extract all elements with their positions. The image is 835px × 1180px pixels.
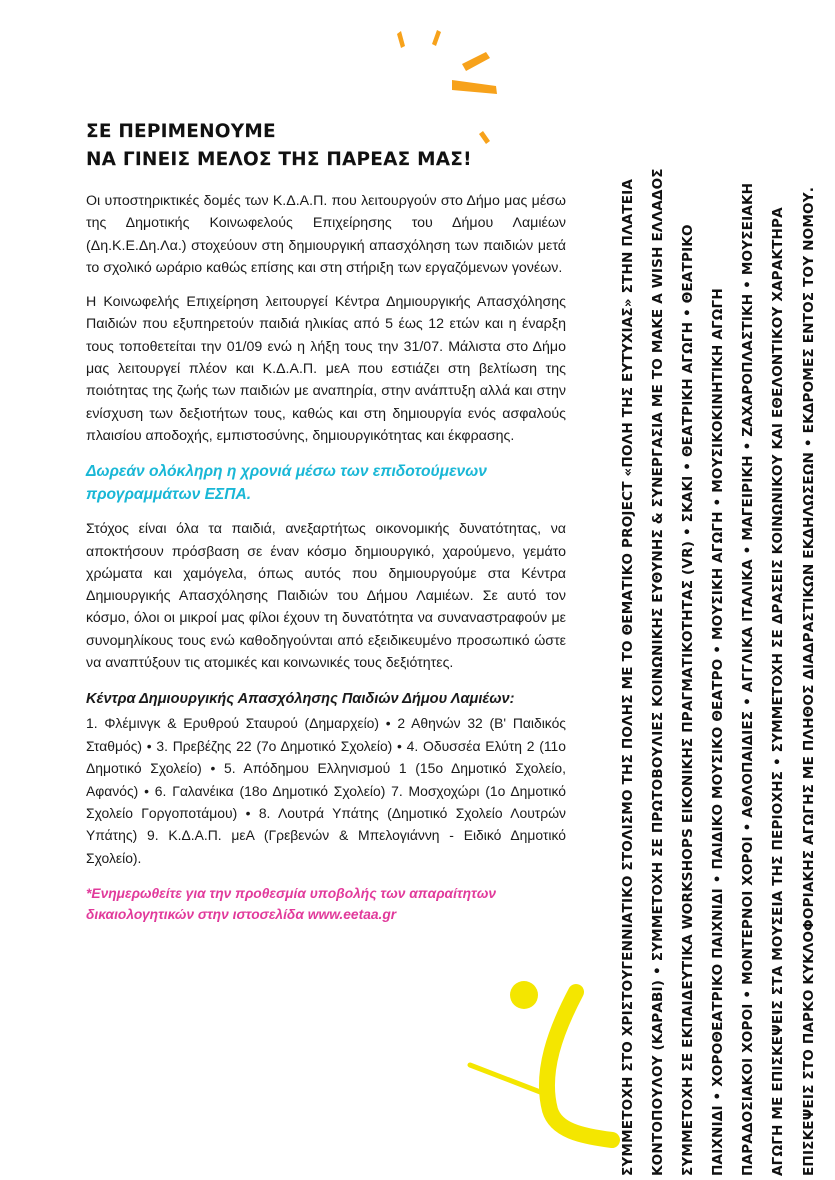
deadline-notice: *Ενημερωθείτε για την προθεσμία υποβολής των απαραίτητων δικαιολογητικών στην ιστοσελίδα www.eetaa.gr — [86, 886, 497, 923]
main-content — [86, 118, 566, 925]
yellow-dot — [510, 981, 538, 1009]
activities-line: ΚΟΝΤΟΠΟΥΛΟΥ (ΚΑΡΑΒΙ) • ΣΥΜΜΕΤΟΧΗ ΣΕ ΠΡΩΤΟΒΟΥΛΙΕΣ ΚΟΙΝΩΝΙΚΗΣ ΕΥΘΥΝΗΣ & ΣΥΝΕΡΓΑΣΙΑ ΜΕ ΤΟ MAKE A WISH ΕΛΛΑΔΟΣ — [650, 168, 667, 1176]
activities-line: ΠΑΡΑΔΟΣΙΑΚΟΙ ΧΟΡΟΙ • ΜΟΝΤΕΡΝΟΙ ΧΟΡΟΙ • ΑΘΛΟΠΑΙΔΙΕΣ • ΑΓΓΛΙΚΑ ΙΤΑΛΙΚΑ • ΜΑΓΕΙΡΙΚΗ • ΖΑΧΑΡΟΠΛΑΣΤΙΚΗ • ΜΟΥΣΕΙΑΚΗ — [740, 182, 757, 1176]
free-program-highlight: Δωρεάν ολόκληρη η χρονιά μέσω των επιδοτούμενων προγραμμάτων ΕΣΠΑ. — [86, 463, 487, 503]
yellow-arc — [547, 992, 612, 1140]
activities-line: ΑΓΩΓΗ ΜΕ ΕΠΙΣΚΕΨΕΙΣ ΣΤΑ ΜΟΥΣΕΙΑ ΤΗΣ ΠΕΡΙΟΧΗΣ • ΣΥΜΜΕΤΟΧΗ ΣΕ ΔΡΑΣΕΙΣ ΚΟΙΝΩΝΙΚΟΥ ΚΑΙ ΕΘΕΛΟΝΤΙΚΟΥ ΧΑΡΑΚΤΗΡΑ — [770, 207, 787, 1176]
intro-paragraph: Οι υποστηρικτικές δομές των Κ.Δ.Α.Π. που λειτουργούν στο Δήμο μας μέσω της Δημοτικής Κοινωφελούς Επιχείρησης του Δήμου Λαμιέων (Δη.Κ.Ε.Δη.Λα.) στοχεύουν στη δημιουργική απασχόληση των παιδιών μετά το σχολικό ωράριο καθώς επίσης και στη στήριξη των εργαζόμενων γονέων. — [86, 193, 566, 276]
yellow-ray — [470, 1065, 548, 1095]
orange-stroke-3 — [462, 52, 490, 71]
activities-line: ΠΑΙΧΝΙΔΙ • ΧΟΡΟΘΕΑΤΡΙΚΟ ΠΑΙΧΝΙΔΙ • ΠΑΙΔΙΚΟ ΜΟΥΣΙΚΟ ΘΕΑΤΡΟ • ΜΟΥΣΙΚΗ ΑΓΩΓΗ • ΜΟΥΣΙΚΟΚΙΝΗΤΙΚΗ ΑΓΩΓΗ — [710, 288, 727, 1176]
centers-title: Κέντρα Δημιουργικής Απασχόλησης Παιδιών Δήμου Λαμιέων: — [86, 691, 515, 708]
activities-line: ΣΥΜΜΕΤΟΧΗ ΣΤΟ ΧΡΙΣΤΟΥΓΕΝΝΙΑΤΙΚΟ ΣΤΟΛΙΣΜΟ ΤΗΣ ΠΟΛΗΣ ΜΕ ΤΟ ΘΕΜΑΤΙΚΟ PROJECT «ΠΟΛΗ ΤΗΣ ΕΥΤΥΧΙΑΣ» ΣΤΗΝ ΠΛΑΤΕΙΑ — [620, 178, 636, 1176]
title-line-1: ΣΕ ΠΕΡΙΜΕΝΟΥΜΕ — [86, 121, 276, 142]
centers-list: 1. Φλέμινγκ & Ερυθρού Σταυρού (Δημαρχείο) • 2 Αθηνών 32 (Β' Παιδικός Σταθμός) • 3. Πρεβέζης 22 (7ο Δημοτικό Σχολείο) • 4. Οδυσσέα Ελύτη 2 (11ο Δημοτικό Σχολείο) • 5. Απόδημου Ελληνισμού 1 (15ο Δημοτικό Σχολείο, Αφανός) • 6. Γαλανέικα (18ο Δημοτικό Σχολείο) 7. Μοσχοχώρι (1ο Δημοτικό Σχολείο Γοργοποτάμου) • 8. Λουτρά Υπάτης (Δημοτικό Σχολείο Λουτρών Υπάτης) 9. Κ.Δ.Α.Π. μεΑ (Γρεβενών & Μπελογιάννη - Ειδικό Δημοτικό Σχολείο). — [86, 715, 566, 866]
orange-stroke-1 — [397, 31, 405, 48]
activities-line: ΣΥΜΜΕΤΟΧΗ ΣΕ ΕΚΠΑΙΔΕΥΤΙΚΑ WORKSHOPS ΕΙΚΟΝΙΚΗΣ ΠΡΑΓΜΑΤΙΚΟΤΗΤΑΣ (VR) • ΣΚΑΚΙ • ΘΕΑΤΡΙΚΗ ΑΓΩΓΗ • ΘΕΑΤΡΙΚΟ — [680, 224, 697, 1176]
activities-line: ΕΠΙΣΚΕΨΕΙΣ ΣΤΟ ΠΑΡΚΟ ΚΥΚΛΟΦΟΡΙΑΚΗΣ ΑΓΩΓΗΣ ΜΕ ΠΛΗΘΟΣ ΔΙΑΔΡΑΣΤΙΚΩΝ ΕΚΔΗΛΩΣΕΩΝ • ΕΚΔΡΟΜΕΣ ΕΝΤΟΣ ΤΟΥ ΝΟΜΟΥ. — [800, 186, 817, 1176]
title-line-2: ΝΑ ΓΙΝΕΙΣ ΜΕΛΟΣ ΤΗΣ ΠΑΡΕΑΣ ΜΑΣ! — [86, 149, 472, 170]
orange-stroke-4 — [452, 80, 497, 94]
goal-paragraph: Στόχος είναι όλα τα παιδιά, ανεξαρτήτως οικονομικής δυνατότητας, να αποκτήσουν πρόσβαση σε έναν κόσμο δημιουργικό, χαρούμενο, γεμάτο χρώματα και χαμόγελα, όπως αυτός που δημιουργούμε στα Κέντρα Δημιουργικής Απασχόλησης Παιδιών του Δήμου Λαμιέων. Σε αυτό τον κόσμο, όλοι οι μικροί μας φίλοι έχουν τη δυνατότητα να συναναστραφούν με συνομηλίκους τους ενώ καθοδηγούνται από εξειδικευμένο προσωπικό ώστε να αναπτύξουν τις ατομικές και κοινωνικές τους δεξιότητες. — [86, 521, 566, 672]
orange-stroke-2 — [432, 30, 441, 46]
activities-vertical-text — [613, 16, 824, 1176]
page-title — [86, 118, 566, 174]
description-paragraph: Η Κοινωφελής Επιχείρηση λειτουργεί Κέντρα Δημιουργικής Απασχόλησης Παιδιών που εξυπηρετούν παιδιά ηλικίας από 5 έως 12 ετών και η έναρξη τους τοποθετείται την 01/09 ενώ η λήξη τους την 31/07. Μάλιστα στο Δήμο μας λειτουργεί πλέον και Κ.Δ.Α.Π. μεΑ που εστιάζει στη βελτίωση της ποιότητας της ζωής των παιδιών με αναπηρία, στην ανάπτυξη αλλά και στην ενίσχυση των δεξιοτήτων τους, καθώς και στη δημιουργία ενός ασφαλούς πλαισίου αποδοχής, εμπιστοσύνης, δημιουργικότητας και έκφρασης. — [86, 294, 566, 444]
